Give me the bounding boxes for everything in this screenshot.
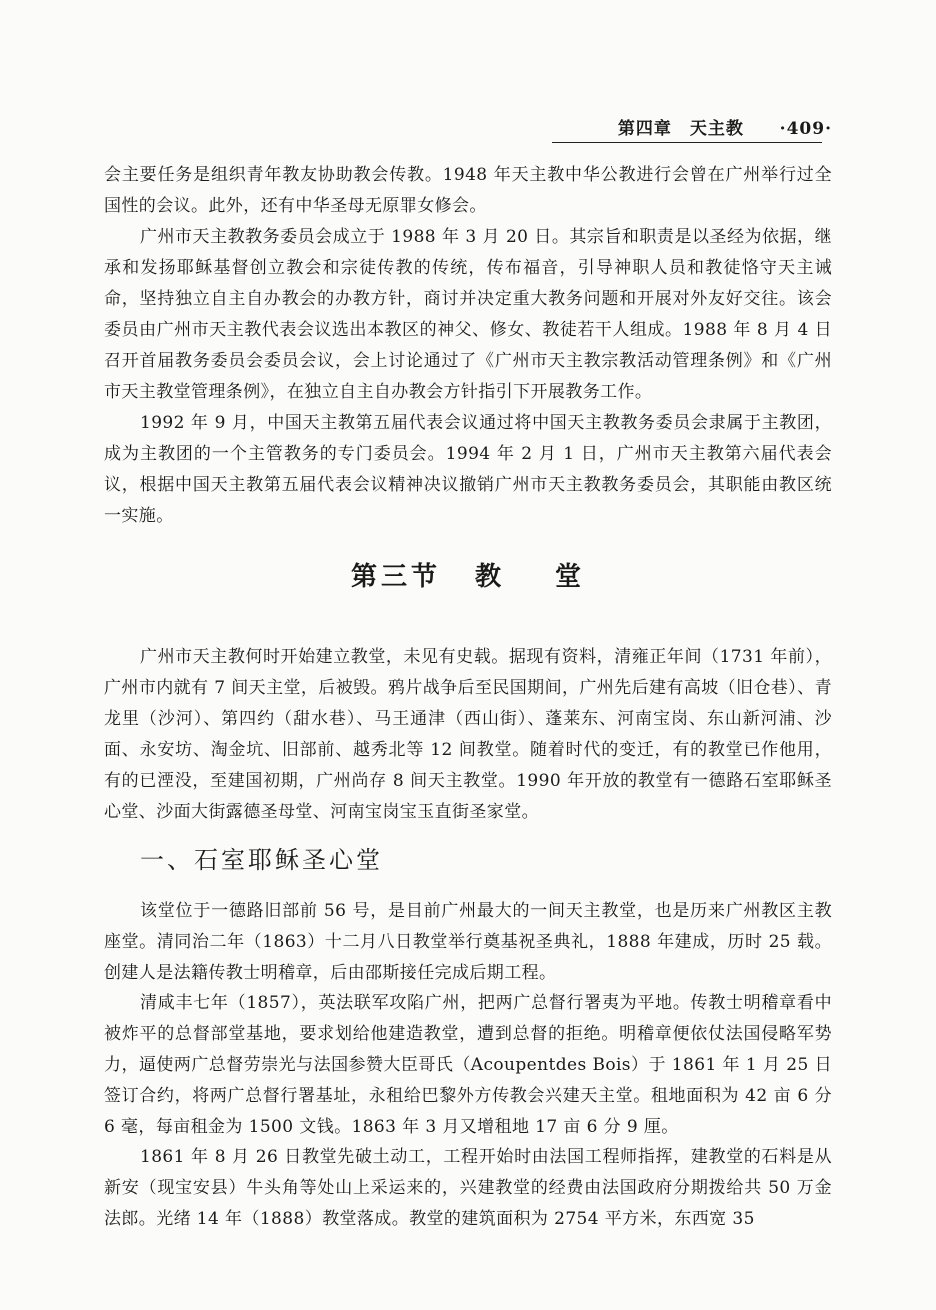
chapter-title: 第四章 天主教	[617, 119, 744, 139]
paragraph-1992: 1992 年 9 月，中国天主教第五届代表会议通过将中国天主教教务委员会隶属于主教团，成为主教团的一个主管教务的专门委员会。1994 年 2 月 1 日，广州市天主教第六届代表会议，根据中国天主教第五届代表会议精神决议撤销广州市天主教教务委员会，其职能由教区统一实施。	[104, 413, 832, 526]
paragraph-continuation: 会主要任务是组织青年教友协助教会传教。1948 年天主教中华公教进行会曾在广州举行过全国性的会议。此外，还有中华圣母无原罪女修会。	[104, 165, 832, 216]
section-heading	[0, 556, 936, 593]
header-rule	[552, 142, 822, 143]
section-word-2: 堂	[555, 562, 586, 592]
page-number: ·409·	[779, 119, 832, 139]
paragraph-location: 该堂位于一德路旧部前 56 号，是目前广州最大的一间天主教堂，也是历来广州教区主教座堂。清同治二年（1863）十二月八日教堂举行奠基祝圣典礼，1888 年建成，历时 25 载。创建人是法籍传教士明稽章，后由邵斯接任完成后期工程。	[104, 901, 832, 983]
running-header	[104, 114, 832, 139]
paragraph-commission: 广州市天主教教务委员会成立于 1988 年 3 月 20 日。其宗旨和职责是以圣经为依据，继承和发扬耶稣基督创立教会和宗徒传教的传统，传布福音，引导神职人员和教徒恪守天主诫命，坚持独立自主自办教会的办教方针，商讨并决定重大教务问题和开展对外友好交往。该会委员由广州市天主教代表会议选出本教区的神父、修女、教徒若干人组成。1988 年 8 月 4 日召开首届教务委员会委员会议，会上讨论通过了《广州市天主教宗教活动管理条例》和《广州市天主教堂管理条例》，在独立自主自办教会方针指引下开展教务工作。	[104, 227, 832, 402]
paragraph-section-intro: 广州市天主教何时开始建立教堂，未见有史载。据现有资料，清雍正年间（1731 年前），广州市内就有 7 间天主堂，后被毁。鸦片战争后至民国期间，广州先后建有高坡（旧仓巷）、青龙里（沙河）、第四约（甜水巷）、马王通津（西山街）、蓬莱东、河南宝岗、东山新河浦、沙面、永安坊、淘金坑、旧部前、越秀北等 12 间教堂。随着时代的变迁，有的教堂已作他用，有的已湮没，至建国初期，广州尚存 8 间天主教堂。1990 年开放的教堂有一德路石室耶稣圣心堂、沙面大街露德圣母堂、河南宝岗宝玉直街圣家堂。	[104, 647, 832, 822]
paragraph-history: 清咸丰七年（1857），英法联军攻陷广州，把两广总督行署夷为平地。传教士明稽章看中被炸平的总督部堂基地，要求划给他建造教堂，遭到总督的拒绝。明稽章便依仗法国侵略军势力，逼使两广总督劳崇光与法国参赞大臣哥氏（Acoupentdes Bois）于 1861 年 1 月 25 日签订合约，将两广总督行署基址，永租给巴黎外方传教会兴建天主堂。租地面积为 42 亩 6 分 6 毫，每亩租金为 1500 文钱。1863 年 3 月又增租地 17 亩 6 分 9 厘。	[104, 993, 832, 1137]
section-word-1: 教	[474, 562, 505, 592]
paragraph-construction: 1861 年 8 月 26 日教堂先破土动工，工程开始时由法国工程师指挥，建教堂的石料是从新安（现宝安县）牛头角等处山上采运来的，兴建教堂的经费由法国政府分期拨给共 50 万金法郎。光绪 14 年（1888）教堂落成。教堂的建筑面积为 2754 平方米，东西宽 35	[104, 1147, 832, 1229]
subsection-heading: 一、石室耶稣圣心堂	[140, 846, 383, 874]
section-number: 第三节	[350, 562, 441, 592]
